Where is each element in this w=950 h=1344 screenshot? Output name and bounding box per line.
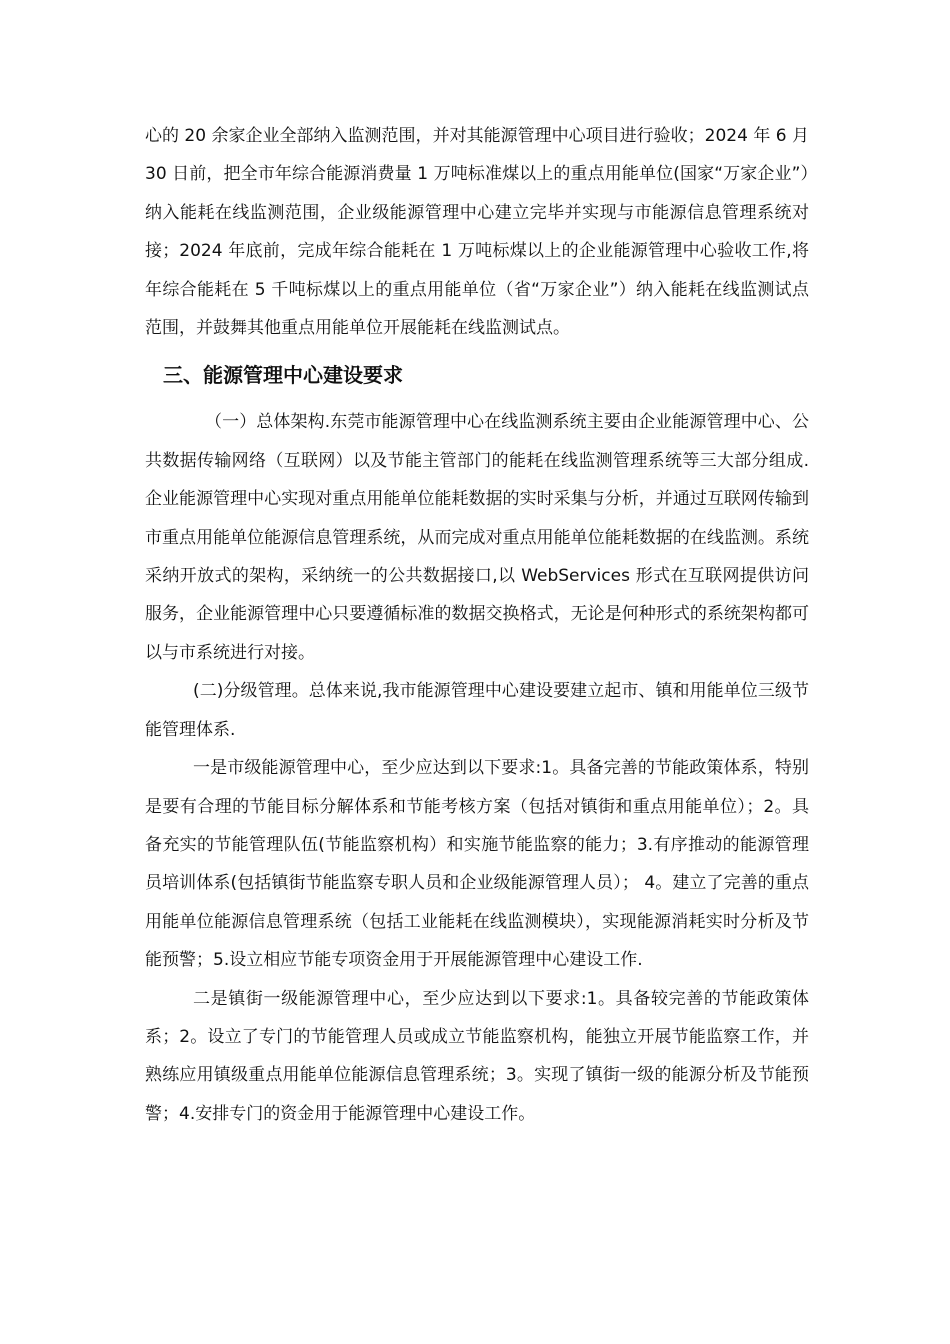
section-heading: 三、能源管理中心建设要求: [163, 363, 403, 388]
document-body: [145, 117, 809, 1133]
paragraph-tiered-management: (二)分级管理。总体来说,我市能源管理中心建设要建立起市、镇和用能单位三级节能管理体系.: [145, 681, 809, 740]
paragraph-city-level: 一是市级能源管理中心，至少应达到以下要求:1。具备完善的节能政策体系，特别是要有合理的节能目标分解体系和节能考核方案（包括对镇街和重点用能单位）；2。具备充实的节能管理队伍(节能监察机构）和实施节能监察的能力；3.有序推动的能源管理员培训体系(包括镇街节能监察专职人员和企业级能源管理人员）； 4。建立了完善的重点用能单位能源信息管理系统（包括工业能耗在线监测模块），实现能源消耗实时分析及节能预警；5.设立相应节能专项资金用于开展能源管理中心建设工作.: [145, 758, 809, 971]
paragraph-continuation: 心的 20 余家企业全部纳入监测范围，并对其能源管理中心项目进行验收；2024 年 6 月 30 日前，把全市年综合能源消费量 1 万吨标准煤以上的重点用能单位(国家“万家企业”）纳入能耗在线监测范围，企业级能源管理中心建立完毕并实现与市能源信息管理系统对接；2024 年底前，完成年综合能耗在 1 万吨标煤以上的企业能源管理中心验收工作,将年综合能耗在 5 千吨标煤以上的重点用能单位（省“万家企业”）纳入能耗在线监测试点范围，并鼓舞其他重点用能单位开展能耗在线监测试点。: [145, 126, 809, 339]
paragraph-town-level: 二是镇街一级能源管理中心，至少应达到以下要求:1。具备较完善的节能政策体系；2。设立了专门的节能管理人员或成立节能监察机构，能独立开展节能监察工作，并熟练应用镇级重点用能单位能源信息管理系统；3。实现了镇街一级的能源分析及节能预警；4.安排专门的资金用于能源管理中心建设工作。: [145, 988, 809, 1124]
paragraph-overall-architecture: （一）总体架构.东莞市能源管理中心在线监测系统主要由企业能源管理中心、公共数据传输网络（互联网）以及节能主管部门的能耗在线监测管理系统等三大部分组成.企业能源管理中心实现对重点用能单位能耗数据的实时采集与分析，并通过互联网传输到市重点用能单位能源信息管理系统，从而完成对重点用能单位能耗数据的在线监测。系统采纳开放式的架构，采纳统一的公共数据接口,以 WebServices 形式在互联网提供访问服务，企业能源管理中心只要遵循标准的数据交换格式，无论是何种形式的系统架构都可以与市系统进行对接。: [145, 412, 809, 663]
